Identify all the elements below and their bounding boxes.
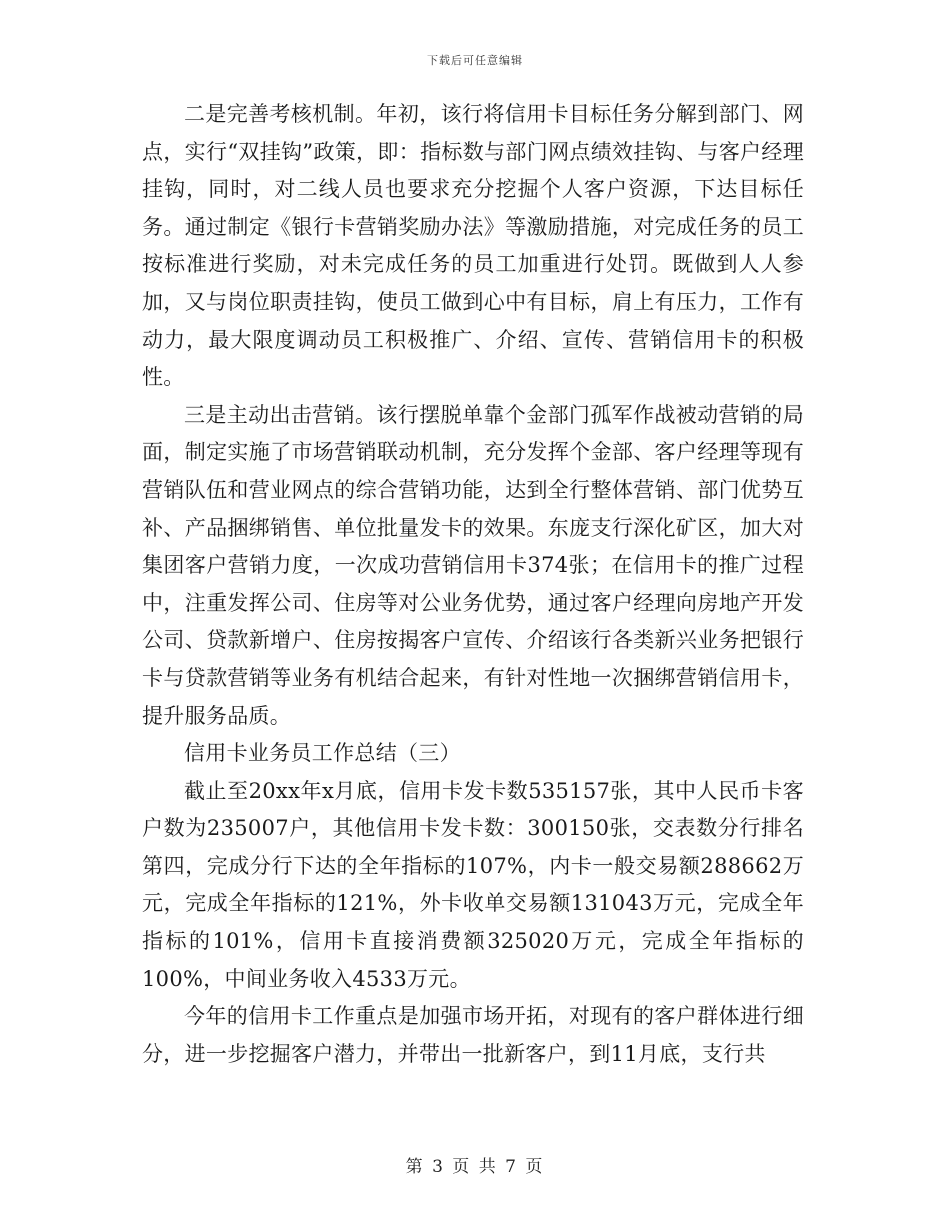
paragraph-active-marketing: 三是主动出击营销。该行摆脱单靠个金部门孤军作战被动营销的局面，制定实施了市场营销联动机制，充分发挥个金部、客户经理等现有营销队伍和营业网点的综合营销功能，达到全行整体营销、部门优势互补、产品捆绑销售、单位批量发卡的效果。东庞支行深化矿区，加大对集团客户营销力度，一次成功营销信用卡374张；在信用卡的推广过程中，注重发挥公司、住房等对公业务优势，通过客户经理向房地产开发公司、贷款新增户、住房按揭客户宣传、介绍该行各类新兴业务把银行卡与贷款营销等业务有机结合起来，有针对性地一次捆绑营销信用卡，提升服务品质。: [142, 402, 804, 728]
section-title: 信用卡业务员工作总结（三）: [184, 741, 461, 766]
document-body: [142, 96, 804, 1073]
paragraph-work-focus: 今年的信用卡工作重点是加强市场开拓，对现有的客户群体进行细分，进一步挖掘客户潜力，并带出一批新客户，到11月底，支行共: [142, 1004, 804, 1066]
page-number: 第 3 页 共 7 页: [405, 1157, 545, 1177]
header-note: 下载后可任意编辑: [427, 54, 523, 67]
paragraph-assessment-mechanism: 二是完善考核机制。年初，该行将信用卡目标任务分解到部门、网点，实行“双挂钩”政策，即：指标数与部门网点绩效挂钩、与客户经理挂钩，同时，对二线人员也要求充分挖掘个人客户资源，下达目标任务。通过制定《银行卡营销奖励办法》等激励措施，对完成任务的员工按标准进行奖励，对未完成任务的员工加重进行处罚。既做到人人参加，又与岗位职责挂钩，使员工做到心中有目标，肩上有压力，工作有动力，最大限度调动员工积极推广、介绍、宣传、营销信用卡的积极性。: [142, 102, 804, 390]
paragraph-card-statistics: 截止至20xx年x月底，信用卡发卡数535157张，其中人民币卡客户数为235007户，其他信用卡发卡数：300150张，交表数分行排名第四，完成分行下达的全年指标的107%，内卡一般交易额288662万元，完成全年指标的121%，外卡收单交易额131043万元，完成全年指标的101%，信用卡直接消费额325020万元，完成全年指标的100%，中间业务收入4533万元。: [142, 778, 804, 991]
